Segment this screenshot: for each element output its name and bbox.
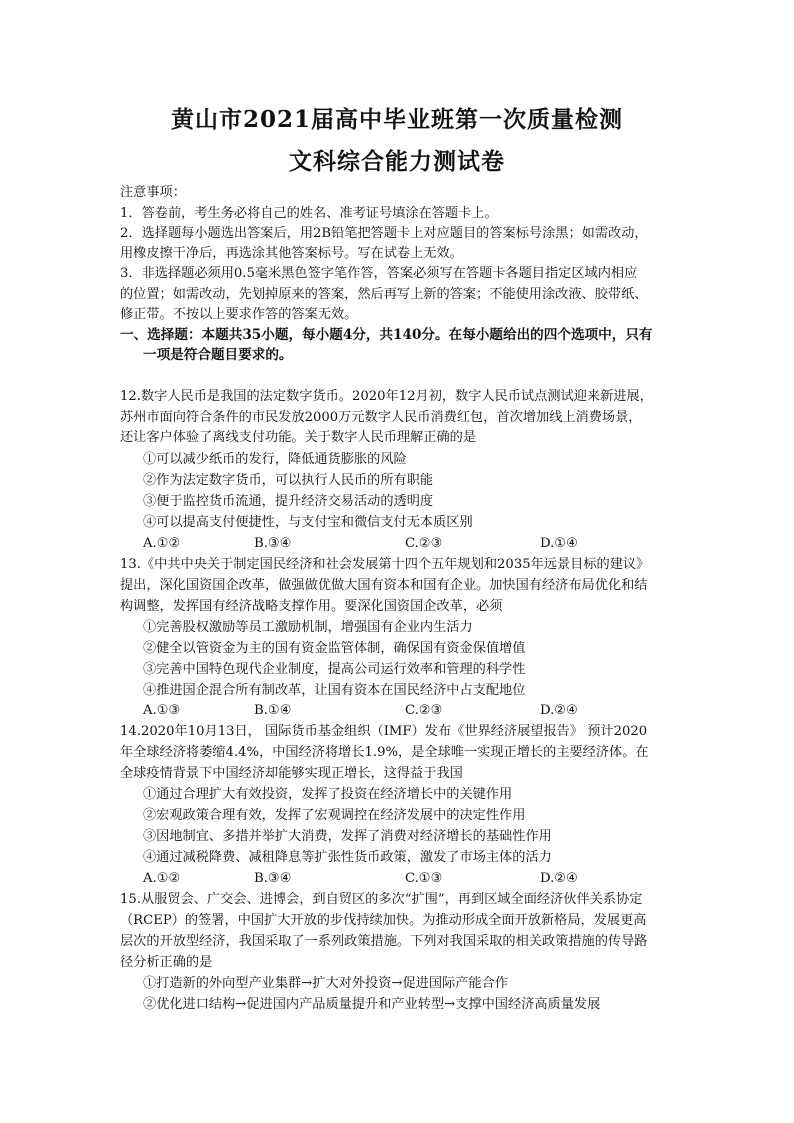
q13-stem-line-1: 13.《中共中央关于制定国民经济和社会发展第十四个五年规划和2035年远景目标的建议》 bbox=[120, 557, 650, 572]
q14-stem-line-2: 年全球经济将萎缩4.4%，中国经济将增长1.9%，是全球唯一实现正增长的主要经济体。在 bbox=[120, 745, 649, 760]
q15-statement-2: ②优化进口结构→促进国内产品质量提升和产业转型→支撑中国经济高质量发展 bbox=[143, 997, 601, 1012]
q13-option-a[interactable]: A.①③ bbox=[143, 703, 181, 718]
q14-option-b[interactable]: B.③④ bbox=[254, 871, 292, 886]
notes-heading: 注意事项： bbox=[120, 185, 186, 200]
q13-statement-1: ①完善股权激励等员工激励机制，增强国有企业内生活力 bbox=[143, 620, 473, 635]
q12-statement-4: ④可以提高支付便捷性，与支付宝和微信支付无本质区别 bbox=[143, 515, 473, 530]
q15-stem-line-4: 径分析正确的是 bbox=[120, 955, 213, 970]
q12-option-c[interactable]: C.②③ bbox=[405, 536, 443, 551]
q13-stem-line-3: 构调整，发挥国有经济战略支撑作用。要深化国资国企改革，必须 bbox=[120, 599, 503, 614]
section-heading-line-1: 一、选择题：本题共35小题，每小题4分，共140分。在每小题给出的四个选项中，只有 bbox=[120, 327, 653, 343]
q14-stem-line-3: 全球疫情背景下中国经济却能够实现正增长，这得益于我国 bbox=[120, 766, 463, 781]
note-2-line-1: 2．选择题每小题选出答案后，用2B铅笔把答题卡上对应题目的答案标号涂黑；如需改动， bbox=[120, 226, 648, 241]
q12-statement-1: ①可以减少纸币的发行，降低通货膨胀的风险 bbox=[143, 452, 407, 467]
q12-stem-line-2: 苏州市面向符合条件的市民发放2000万元数字人民币消费红包，首次增加线上消费场景， bbox=[120, 410, 642, 425]
q15-statement-1: ①打造新的外向型产业集群→扩大对外投资→促进国际产能合作 bbox=[143, 976, 508, 991]
q14-stem-line-1: 14.2020年10月13日， 国际货币基金组织（IMF）发布《世界经济展望报告》 预计2020 bbox=[120, 724, 648, 739]
q14-statement-1: ①通过合理扩大有效投资，发挥了投资在经济增长中的关键作用 bbox=[143, 787, 513, 802]
section-heading-line-2: 一项是符合题目要求的。 bbox=[143, 347, 293, 363]
q12-stem-line-3: 还让客户体验了离线支付功能。关于数字人民币理解正确的是 bbox=[120, 430, 477, 445]
exam-subtitle: 文科综合能力测试卷 bbox=[289, 148, 505, 175]
q14-statement-4: ④通过减税降费、减租降息等扩张性货币政策，激发了市场主体的活力 bbox=[143, 850, 552, 865]
q15-stem-line-2: （RCEP）的签署，中国扩大开放的步伐持续加快。为推动形成全面开放新格局，发展更高 bbox=[120, 913, 647, 928]
q14-statement-2: ②宏观政策合理有效，发挥了宏观调控在经济发展中的决定性作用 bbox=[143, 808, 526, 823]
q14-statement-3: ③因地制宜、多措并举扩大消费，发挥了消费对经济增长的基础性作用 bbox=[143, 829, 552, 844]
q12-stem-line-1: 12.数字人民币是我国的法定数字货币。2020年12月初，数字人民币试点测试迎来新进展， bbox=[120, 389, 653, 404]
q13-statement-2: ②健全以管资金为主的国有资金监管体制，确保国有资金保值增值 bbox=[143, 641, 526, 656]
q14-option-d[interactable]: D.②④ bbox=[540, 871, 578, 886]
q15-stem-line-3: 层次的开放型经济，我国采取了一系列政策措施。下列对我国采取的相关政策措施的传导路 bbox=[120, 934, 648, 949]
q13-option-b[interactable]: B.①④ bbox=[254, 703, 292, 718]
q12-statement-3: ③便于监控货币流通，提升经济交易活动的透明度 bbox=[143, 494, 434, 509]
q12-statement-2: ②作为法定数字货币，可以执行人民币的所有职能 bbox=[143, 473, 434, 488]
q12-option-b[interactable]: B.③④ bbox=[254, 536, 292, 551]
q13-statement-3: ③完善中国特色现代企业制度，提高公司运行效率和管理的科学性 bbox=[143, 662, 526, 677]
exam-title: 黄山市2021届高中毕业班第一次质量检测 bbox=[170, 106, 623, 133]
q13-option-d[interactable]: D.②④ bbox=[540, 703, 578, 718]
q14-option-c[interactable]: C.①③ bbox=[405, 871, 443, 886]
q12-option-d[interactable]: D.①④ bbox=[540, 536, 578, 551]
q13-option-c[interactable]: C.②③ bbox=[405, 703, 443, 718]
note-1: 1．答卷前，考生务必将自己的姓名、准考证号填涂在答题卡上。 bbox=[120, 206, 498, 221]
note-3-line-2: 的位置；如需改动，先划掉原来的答案，然后再写上新的答案；不能使用涂改液、胶带纸、 bbox=[120, 287, 648, 302]
q13-statement-4: ④推进国企混合所有制改革，让国有资本在国民经济中占支配地位 bbox=[143, 683, 526, 698]
q13-stem-line-2: 提出，深化国资国企改革，做强做优做大国有资本和国有企业。加快国有经济布局优化和结 bbox=[120, 578, 648, 593]
q14-option-a[interactable]: A.①② bbox=[143, 871, 181, 886]
note-3-line-1: 3．非选择题必须用0.5毫米黑色签字笔作答，答案必须写在答题卡各题目指定区域内相应 bbox=[120, 266, 638, 281]
note-3-line-3: 修正带。不按以上要求作答的答案无效。 bbox=[120, 307, 358, 322]
note-2-line-2: 用橡皮擦干净后，再选涂其他答案标号。写在试卷上无效。 bbox=[120, 246, 463, 261]
q12-option-a[interactable]: A.①② bbox=[143, 536, 181, 551]
q15-stem-line-1: 15.从服贸会、广交会、进博会，到自贸区的多次“扩围”，再到区域全面经济伙伴关系协定 bbox=[120, 892, 643, 907]
